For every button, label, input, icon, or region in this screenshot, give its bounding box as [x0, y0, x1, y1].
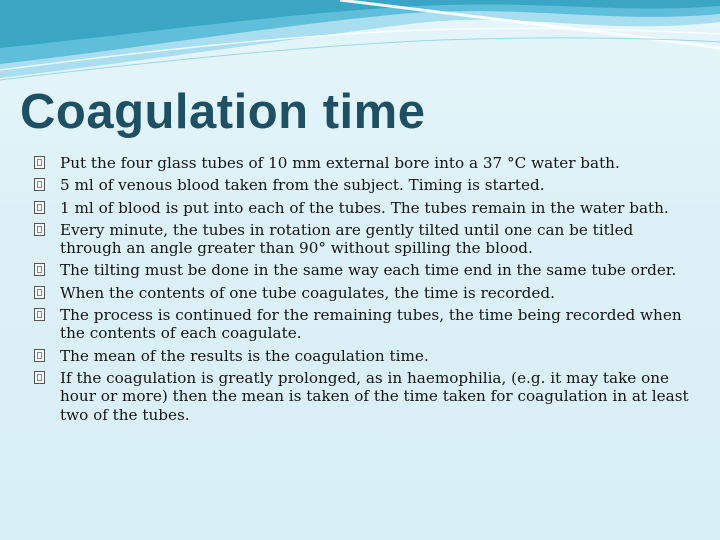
bullet-text: Every minute, the tubes in rotation are gently tilted until one can be titled through an angle greater than 90° without spilling the blood.	[60, 220, 634, 258]
bullet-text: The mean of the results is the coagulation time.	[60, 346, 429, 365]
square-bullet-icon	[34, 178, 45, 191]
list-item	[34, 221, 694, 258]
list-item	[34, 176, 694, 194]
square-bullet-icon	[34, 286, 45, 299]
bullet-text: If the coagulation is greatly prolonged, as in haemophilia, (e.g. it may take one hour or more) then the mean is taken of the time taken for coagulation in at least two of the tubes.	[60, 368, 689, 424]
bullet-text: 1 ml of blood is put into each of the tubes. The tubes remain in the water bath.	[60, 198, 669, 217]
list-item	[34, 284, 694, 302]
list-item	[34, 347, 694, 365]
square-bullet-icon	[34, 371, 45, 384]
square-bullet-icon	[34, 263, 45, 276]
bullet-list	[34, 154, 694, 428]
list-item	[34, 306, 694, 343]
list-item	[34, 369, 694, 424]
bullet-text: The tilting must be done in the same way each time end in the same tube order.	[60, 261, 677, 280]
square-bullet-icon	[34, 223, 45, 236]
square-bullet-icon	[34, 349, 45, 362]
list-item	[34, 199, 694, 217]
slide-title: Coagulation time	[20, 85, 426, 139]
bullet-text: Put the four glass tubes of 10 mm external bore into a 37 °C water bath.	[60, 154, 620, 172]
list-item	[34, 261, 694, 279]
bullet-text: The process is continued for the remaining tubes, the time being recorded when the contents of each coagulate.	[60, 306, 682, 343]
square-bullet-icon	[34, 156, 45, 169]
list-item	[34, 154, 694, 172]
square-bullet-icon	[34, 201, 45, 214]
square-bullet-icon	[34, 308, 45, 321]
wave-decoration	[0, 0, 720, 90]
bullet-text: When the contents of one tube coagulates, the time is recorded.	[60, 283, 555, 302]
bullet-text: 5 ml of venous blood taken from the subject. Timing is started.	[60, 176, 545, 195]
